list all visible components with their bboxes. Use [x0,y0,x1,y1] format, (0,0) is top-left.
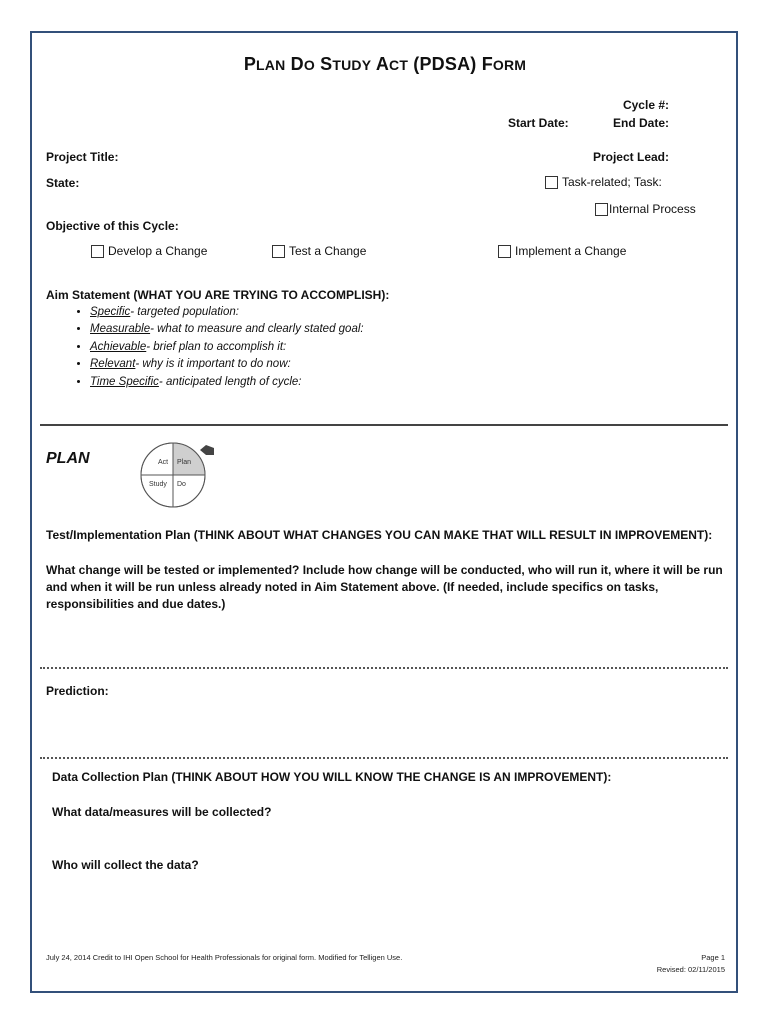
objective-label: Objective of this Cycle: [46,219,179,233]
project-title-field[interactable]: Project Title: [46,150,119,164]
plan-label: Plan [177,459,192,466]
pdsa-cycle-diagram [134,440,222,512]
task-related-option[interactable] [545,175,662,189]
task-related-label: Task-related; Task: [562,175,662,189]
end-date-field[interactable]: End Date: [612,116,669,130]
implement-change-option[interactable] [498,244,626,258]
what-data-prompt: What data/measures will be collected? [52,805,272,819]
internal-process-label: Internal Process [609,202,696,216]
form-title: PLAN DO STUDY ACT (PDSA) FORM [243,54,527,74]
data-plan-heading: Data Collection Plan (THINK ABOUT HOW YOU WILL KNOW THE CHANGE IS AN IMPROVEMENT): [52,770,612,784]
act-label: Act [158,459,169,466]
task-related-checkbox[interactable] [545,176,558,189]
aim-item-achievable: • Achievable- brief plan to accomplish it: [90,339,364,356]
who-collect-prompt: Who will collect the data? [52,858,199,872]
internal-process-option[interactable] [595,202,696,216]
study-label: Study [149,481,167,488]
what-change-prompt: What change will be tested or implemented? Include how change will be conducted, who will run it, where it will be run and when it will be run unless already noted in Aim Statement above. (If needed, include specifics on tasks, responsibilities and due dates.) [46,563,723,611]
prediction-answer-area[interactable] [46,702,726,752]
develop-change-option[interactable] [91,244,207,258]
test-change-label: Test a Change [289,244,367,258]
plan-heading: PLAN [46,450,90,467]
develop-change-label: Develop a Change [108,244,208,258]
test-plan-heading: Test/Implementation Plan (THINK ABOUT WHAT CHANGES YOU CAN MAKE THAT WILL RESULT IN IMPROVEMENT): [46,528,713,542]
section-divider [40,424,728,426]
do-label: Do [177,481,186,488]
aim-statement-heading: Aim Statement (WHAT YOU ARE TRYING TO ACCOMPLISH): [46,288,390,302]
what-change-answer-area[interactable] [46,610,726,662]
state-field[interactable]: State: [46,176,80,190]
test-change-checkbox[interactable] [272,245,285,258]
internal-process-checkbox[interactable] [595,203,608,216]
start-date-field[interactable]: Start Date: [508,116,569,130]
dotted-divider-1 [40,667,728,669]
project-lead-field[interactable]: Project Lead: [592,150,669,164]
aim-item-relevant: • Relevant- why is it important to do now: [90,356,364,373]
cycle-number-field[interactable]: Cycle #: [622,98,669,112]
aim-item-measurable: • Measurable- what to measure and clearly stated goal: [90,321,364,338]
who-collect-answer-area[interactable] [52,876,726,936]
arrow-pointer-icon [200,445,214,455]
dotted-divider-2 [40,757,728,759]
footer-credit: July 24, 2014 Credit to IHI Open School for Health Professionals for original form. Modified for Telligen Use. [46,953,403,962]
footer-revised: Revised: 02/11/2015 [656,965,725,974]
test-change-option[interactable] [272,244,366,258]
prediction-label: Prediction: [46,684,109,698]
develop-change-checkbox[interactable] [91,245,104,258]
what-data-answer-area[interactable] [52,822,726,852]
aim-item-specific: • Specific- targeted population: [90,304,364,321]
implement-change-label: Implement a Change [515,244,627,258]
aim-list [62,304,364,391]
aim-item-time-specific: • Time Specific- anticipated length of cycle: [90,374,364,391]
footer-page: Page 1 [701,953,725,962]
implement-change-checkbox[interactable] [498,245,511,258]
